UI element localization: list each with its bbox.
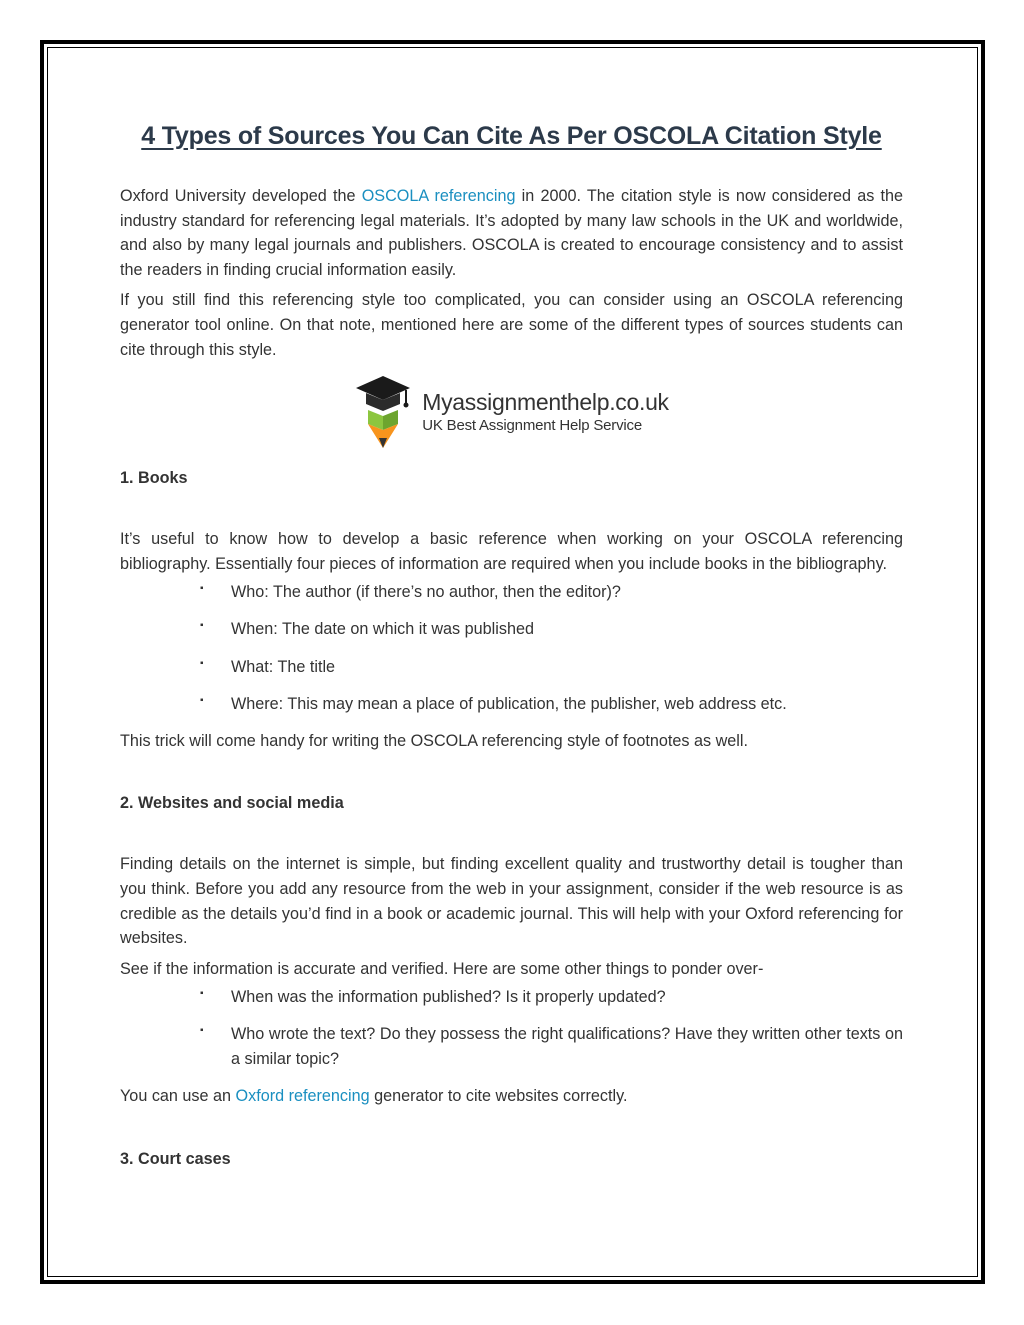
section-heading-court-cases: 3. Court cases: [120, 1149, 231, 1168]
bullet-icon: ▪: [200, 657, 204, 669]
websites-bullet-list: [120, 985, 903, 1071]
intro-paragraph-2: If you still find this referencing style too complicated, you can consider using an OSCOLA referencing generator tool online. On that note, mentioned here are some of the different types of sources students can cite through this style.: [120, 291, 903, 359]
bullet-icon: ▪: [200, 694, 204, 706]
section-websites-body-2: See if the information is accurate and verified. Here are some other things to ponder over-: [120, 959, 764, 978]
books-bullet-list: [120, 580, 903, 716]
bullet-icon: ▪: [200, 988, 204, 1000]
list-item: ▪ When: The date on which it was published: [200, 617, 903, 642]
list-item: ▪ Who wrote the text? Do they possess the right qualifications? Have they written other texts on a similar topic?: [200, 1022, 903, 1071]
section-books-closing: This trick will come handy for writing the OSCOLA referencing style of footnotes as well.: [120, 731, 748, 750]
section-heading-books: 1. Books: [120, 469, 188, 488]
oxford-referencing-link[interactable]: Oxford referencing: [235, 1087, 370, 1106]
list-item: ▪ When was the information published? Is it properly updated?: [200, 985, 903, 1010]
section-books-body: It’s useful to know how to develop a basic reference when working on your OSCOLA referencing bibliography. Essentially four pieces of information are required when you include books in the bibliography.: [120, 530, 903, 573]
graduation-cap-book-icon: [354, 374, 412, 450]
bullet-icon: ▪: [200, 583, 204, 595]
logo-tagline: UK Best Assignment Help Service: [422, 417, 642, 435]
section-heading-websites: 2. Websites and social media: [120, 794, 344, 813]
page-title: 4 Types of Sources You Can Cite As Per OSCOLA Citation Style: [141, 122, 882, 150]
brand-logo: [120, 372, 903, 452]
logo-name: Myassignmenthelp.co.uk: [422, 389, 669, 416]
document-body: [120, 118, 903, 1171]
list-item: ▪ Where: This may mean a place of publication, the publisher, web address etc.: [200, 692, 903, 717]
bullet-icon: ▪: [200, 1025, 204, 1037]
oscola-referencing-link[interactable]: OSCOLA referencing: [361, 187, 516, 205]
list-item: ▪ What: The title: [200, 655, 903, 680]
list-item: ▪ Who: The author (if there’s no author, then the editor)?: [200, 580, 903, 605]
section-websites-body: Finding details on the internet is simple, but finding excellent quality and trustworthy detail is tougher than you think. Before you add any resource from the web in your assignment, consider if the web resource is as credible as the details you’d find in a book or academic journal. This will help with your Oxford referencing for websites.: [120, 855, 903, 948]
bullet-icon: ▪: [200, 620, 204, 632]
section-websites-closing: You can use an Oxford referencing generator to cite websites correctly.: [120, 1087, 628, 1106]
intro-paragraph-1: Oxford University developed the OSCOLA referencing in 2000. The citation style is now considered as the industry standard for referencing legal materials. It’s adopted by many law schools in the UK and worldwide, and also by many legal journals and publishers. OSCOLA is created to encourage consistency and to assist the readers in finding crucial information easily.: [120, 187, 904, 279]
